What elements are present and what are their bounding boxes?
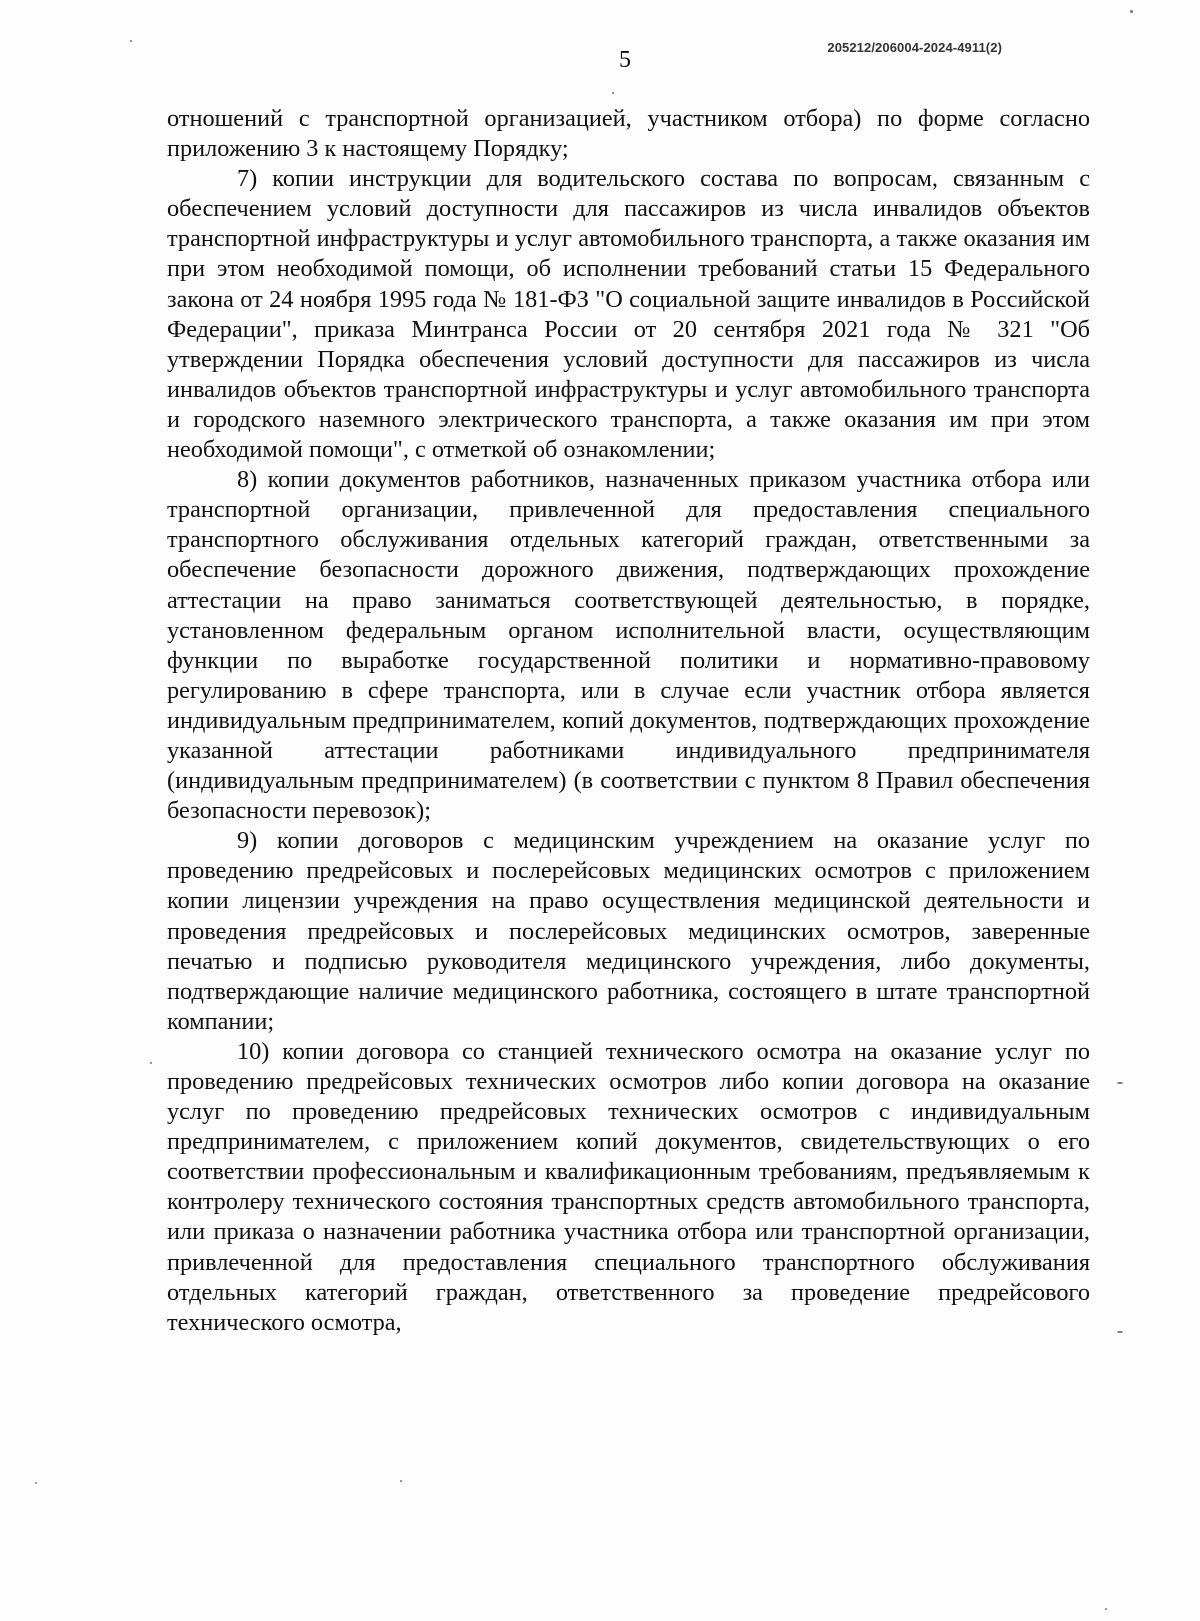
- paragraph-item-7: 7) копии инструкции для водительского состава по вопросам, связанным с обеспечением условий доступности для пассажиров из числа инвалидов объектов транспортной инфраструктуры и услуг автомобильного транспорта, а также оказания им при этом необходимой помощи, об исполнении требований статьи 15 Федерального закона от 24 ноября 1995 года № 181-ФЗ "О социальной защите инвалидов в Российской Федерации", приказа Минтранса России от 20 сентября 2021 года № 321 "Об утверждении Порядка обеспечения условий доступности для пассажиров из числа инвалидов объектов транспортной инфраструктуры и услуг автомобильного транспорта и городского наземного электрического транспорта, а также оказания им при этом необходимой помощи", с отметкой об ознакомлении;: [167, 165, 1090, 464]
- scan-speck: [612, 92, 614, 94]
- scan-speck: [35, 1482, 37, 1484]
- document-body: [167, 104, 1090, 1338]
- scan-speck: [1105, 1608, 1107, 1610]
- paragraph-item-10: 10) копии договора со станцией технического осмотра на оказание услуг по проведению предрейсовых технических осмотров либо копии договора на оказание услуг по проведению предрейсовых технических осмотров с индивидуальным предпринимателем, с приложением копий документов, свидетельствующих о его соответствии профессиональным и квалификационным требованиям, предъявляемым к контролеру технического состояния транспортных средств автомобильного транспорта, или приказа о назначении работника участника отбора или транспортной организации, привлеченной для предоставления специального транспортного обслуживания отдельных категорий граждан, ответственного за проведение предрейсового технического осмотра,: [167, 1037, 1090, 1336]
- scan-speck: [1117, 1082, 1123, 1084]
- paragraph-continuation: отношений с транспортной организацией, участником отбора) по форме согласно приложению 3 к настоящему Порядку;: [167, 105, 1090, 163]
- paragraph-item-8: 8) копии документов работников, назначенных приказом участника отбора или транспортной организации, привлеченной для предоставления специального транспортного обслуживания отдельных категорий граждан, ответственными за обеспечение безопасности дорожного движения, подтверждающих прохождение аттестации на право заниматься соответствующей деятельностью, в порядке, установленном федеральным органом исполнительной власти, осуществляющим функции по выработке государственной политики и нормативно-правовому регулированию в сфере транспорта, или в случае если участник отбора является индивидуальным предпринимателем, копий документов, подтверждающих прохождение указанной аттестации работниками индивидуального предпринимателя (индивидуальным предпринимателем) (в соответствии с пунктом 8 Правил обеспечения безопасности перевозок);: [167, 466, 1090, 825]
- scan-speck: [1130, 10, 1133, 13]
- document-registration-number: 205212/206004-2024-4911(2): [827, 40, 1002, 55]
- scan-speck: [130, 40, 132, 42]
- page-number: 5: [619, 47, 631, 73]
- scan-speck: [400, 1480, 402, 1482]
- scan-speck: [150, 1062, 152, 1064]
- scan-speck: [1117, 1331, 1123, 1333]
- paragraph-item-9: 9) копии договоров с медицинским учреждением на оказание услуг по проведению предрейсовых и послерейсовых медицинских осмотров с приложением копии лицензии учреждения на право осуществления медицинской деятельности и проведения предрейсовых и послерейсовых медицинских осмотров, заверенные печатью и подписью руководителя медицинского учреждения, либо документы, подтверждающие наличие медицинского работника, состоящего в штате транспортной компании;: [167, 827, 1090, 1035]
